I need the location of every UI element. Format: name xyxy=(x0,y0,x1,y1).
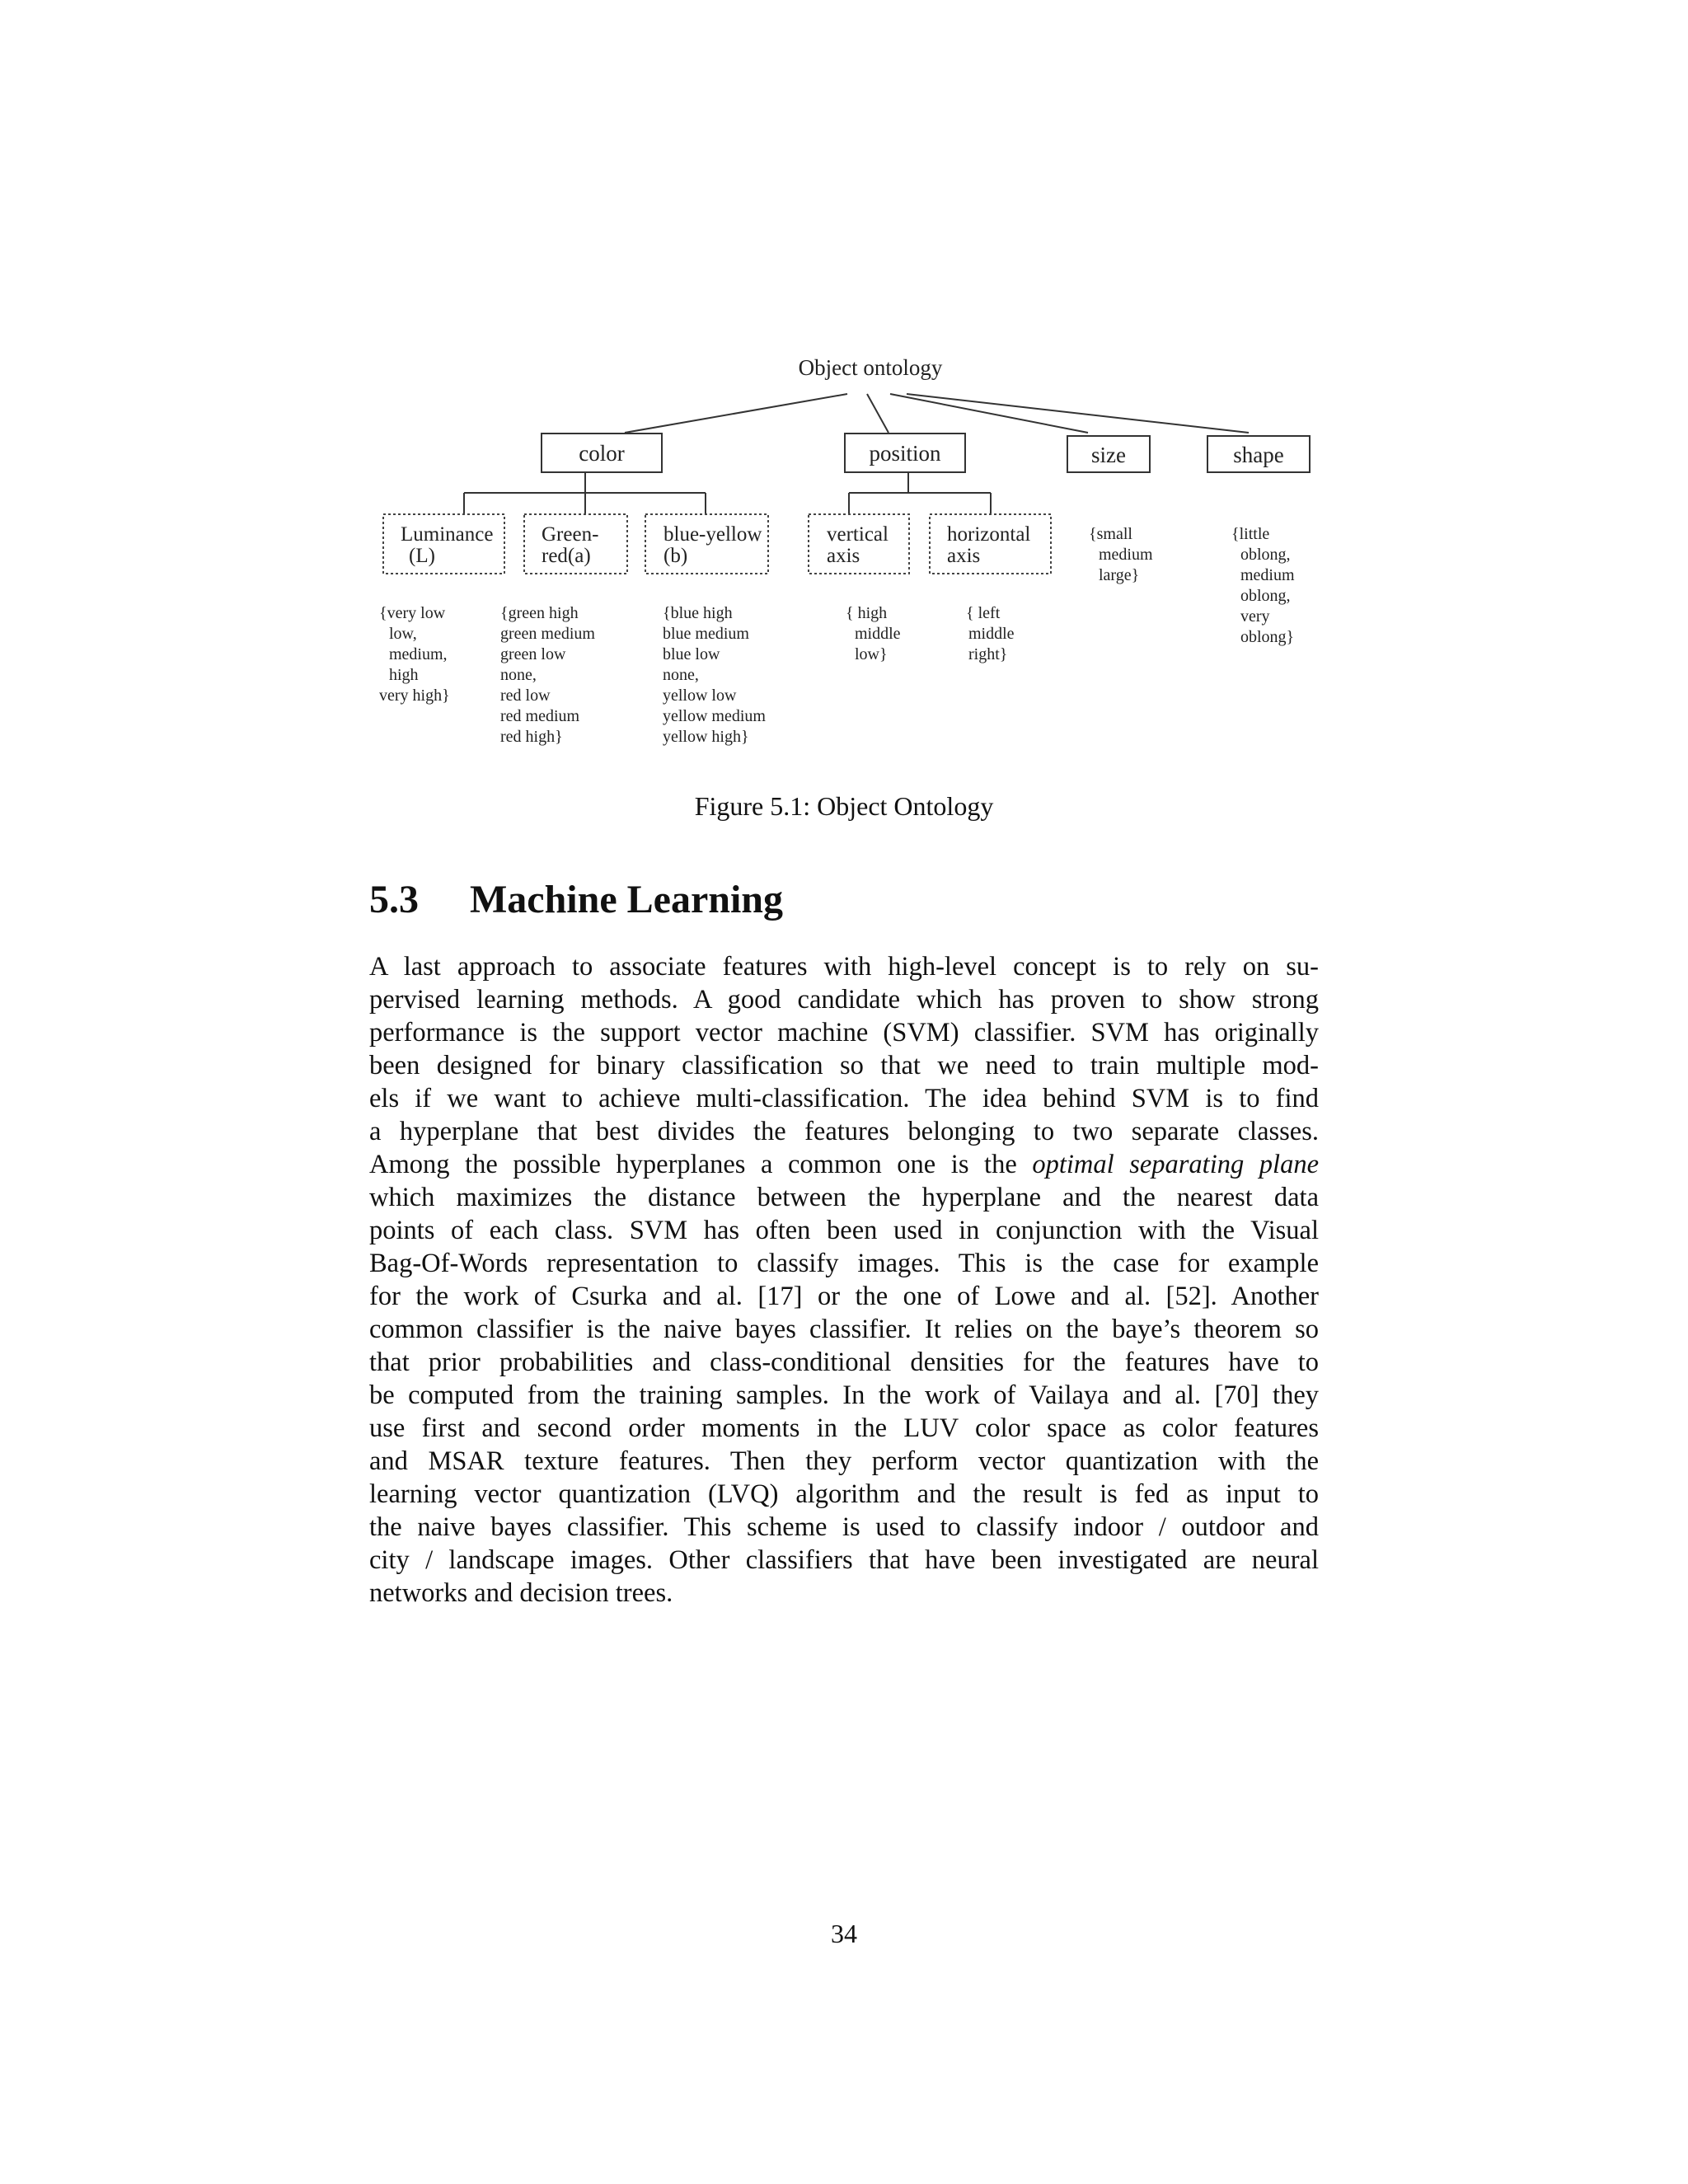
edge-root-size xyxy=(890,394,1088,433)
edge-root-shape xyxy=(907,394,1249,433)
section-title: Machine Learning xyxy=(470,878,783,921)
values-luminance: {very low low, medium, high very high} xyxy=(379,604,450,705)
subconcept-green-red: Green- red(a) xyxy=(542,523,599,567)
paragraph-line: learning vector quantization (LVQ) algorithm and the result is fed as input to xyxy=(369,1479,1319,1509)
section-number: 5.3 xyxy=(369,878,419,921)
paragraph-line: be computed from the training samples. In the work of Vailaya and al. [70] they xyxy=(369,1380,1319,1410)
paragraph-line: been designed for binary classification so that we need to train multiple mod- xyxy=(369,1051,1319,1080)
values-size: {small medium large} xyxy=(1089,525,1153,584)
paragraph-line: pervised learning methods. A good candidate which has proven to show strong xyxy=(369,985,1319,1015)
subconcept-luminance: Luminance (L) xyxy=(401,523,494,567)
values-vertical-axis: { high middle low} xyxy=(846,604,901,663)
concept-label-size: size xyxy=(1091,443,1126,467)
figure-caption: Figure 5.1: Object Ontology xyxy=(694,791,994,821)
concept-label-shape: shape xyxy=(1233,443,1284,467)
subconcept-blue-yellow: blue-yellow (b) xyxy=(663,523,762,567)
paragraph-line: common classifier is the naive bayes classifier. It relies on the baye’s theorem so xyxy=(369,1315,1319,1344)
concept-label-position: position xyxy=(869,441,941,466)
values-green-red: {green high green medium green low none, red low red medium red high} xyxy=(500,604,595,746)
paragraph-line: city / landscape images. Other classifiers that have been investigated are neural xyxy=(369,1545,1319,1575)
paragraph-line: the naive bayes classifier. This scheme is used to classify indoor / outdoor and xyxy=(369,1512,1319,1542)
paragraph-line: use first and second order moments in the LUV color space as color features xyxy=(369,1413,1319,1443)
paragraph-line: Bag-Of-Words representation to classify images. This is the case for example xyxy=(369,1249,1319,1278)
paragraph-line-with-emphasis xyxy=(369,1148,1319,1181)
page-number: 34 xyxy=(831,1919,857,1948)
section-heading xyxy=(369,877,783,922)
values-shape: {little oblong, medium oblong, very oblong} xyxy=(1231,525,1295,646)
body-paragraph xyxy=(369,950,1319,1610)
subconcept-vertical-axis: vertical axis xyxy=(827,523,889,567)
paragraph-line: that prior probabilities and class-conditional densities for the features have to xyxy=(369,1347,1319,1377)
values-blue-yellow: {blue high blue medium blue low none, yellow low yellow medium yellow high} xyxy=(663,604,766,746)
paragraph-line: which maximizes the distance between the hyperplane and the nearest data xyxy=(369,1183,1319,1212)
paragraph-line: for the work of Csurka and al. [17] or the one of Lowe and al. [52]. Another xyxy=(369,1282,1319,1311)
subconcept-horizontal-axis: horizontal axis xyxy=(947,523,1031,567)
paragraph-line: and MSAR texture features. Then they perform vector quantization with the xyxy=(369,1446,1319,1476)
root-edges xyxy=(625,394,1249,433)
values-horizontal-axis: { left middle right} xyxy=(966,604,1015,663)
edge-root-position xyxy=(867,394,889,433)
paragraph-text: Among the possible hyperplanes a common one is the xyxy=(369,1150,1033,1179)
paragraph-line: performance is the support vector machine (SVM) classifier. SVM has originally xyxy=(369,1018,1319,1047)
ontology-root-label: Object ontology xyxy=(798,355,943,380)
emphasized-term: optimal separating plane xyxy=(1032,1150,1320,1179)
paragraph-line: A last approach to associate features with high-level concept is to rely on su- xyxy=(369,952,1319,982)
paragraph-line: points of each class. SVM has often been used in conjunction with the Visual xyxy=(369,1216,1319,1245)
paragraph-line: networks and decision trees. xyxy=(369,1578,673,1608)
concept-label-color: color xyxy=(579,441,625,466)
paragraph-line: els if we want to achieve multi-classification. The idea behind SVM is to find xyxy=(369,1084,1319,1113)
branch-connectors xyxy=(464,472,991,513)
paragraph-line: a hyperplane that best divides the features belonging to two separate classes. xyxy=(369,1117,1319,1146)
edge-root-color xyxy=(625,394,847,433)
